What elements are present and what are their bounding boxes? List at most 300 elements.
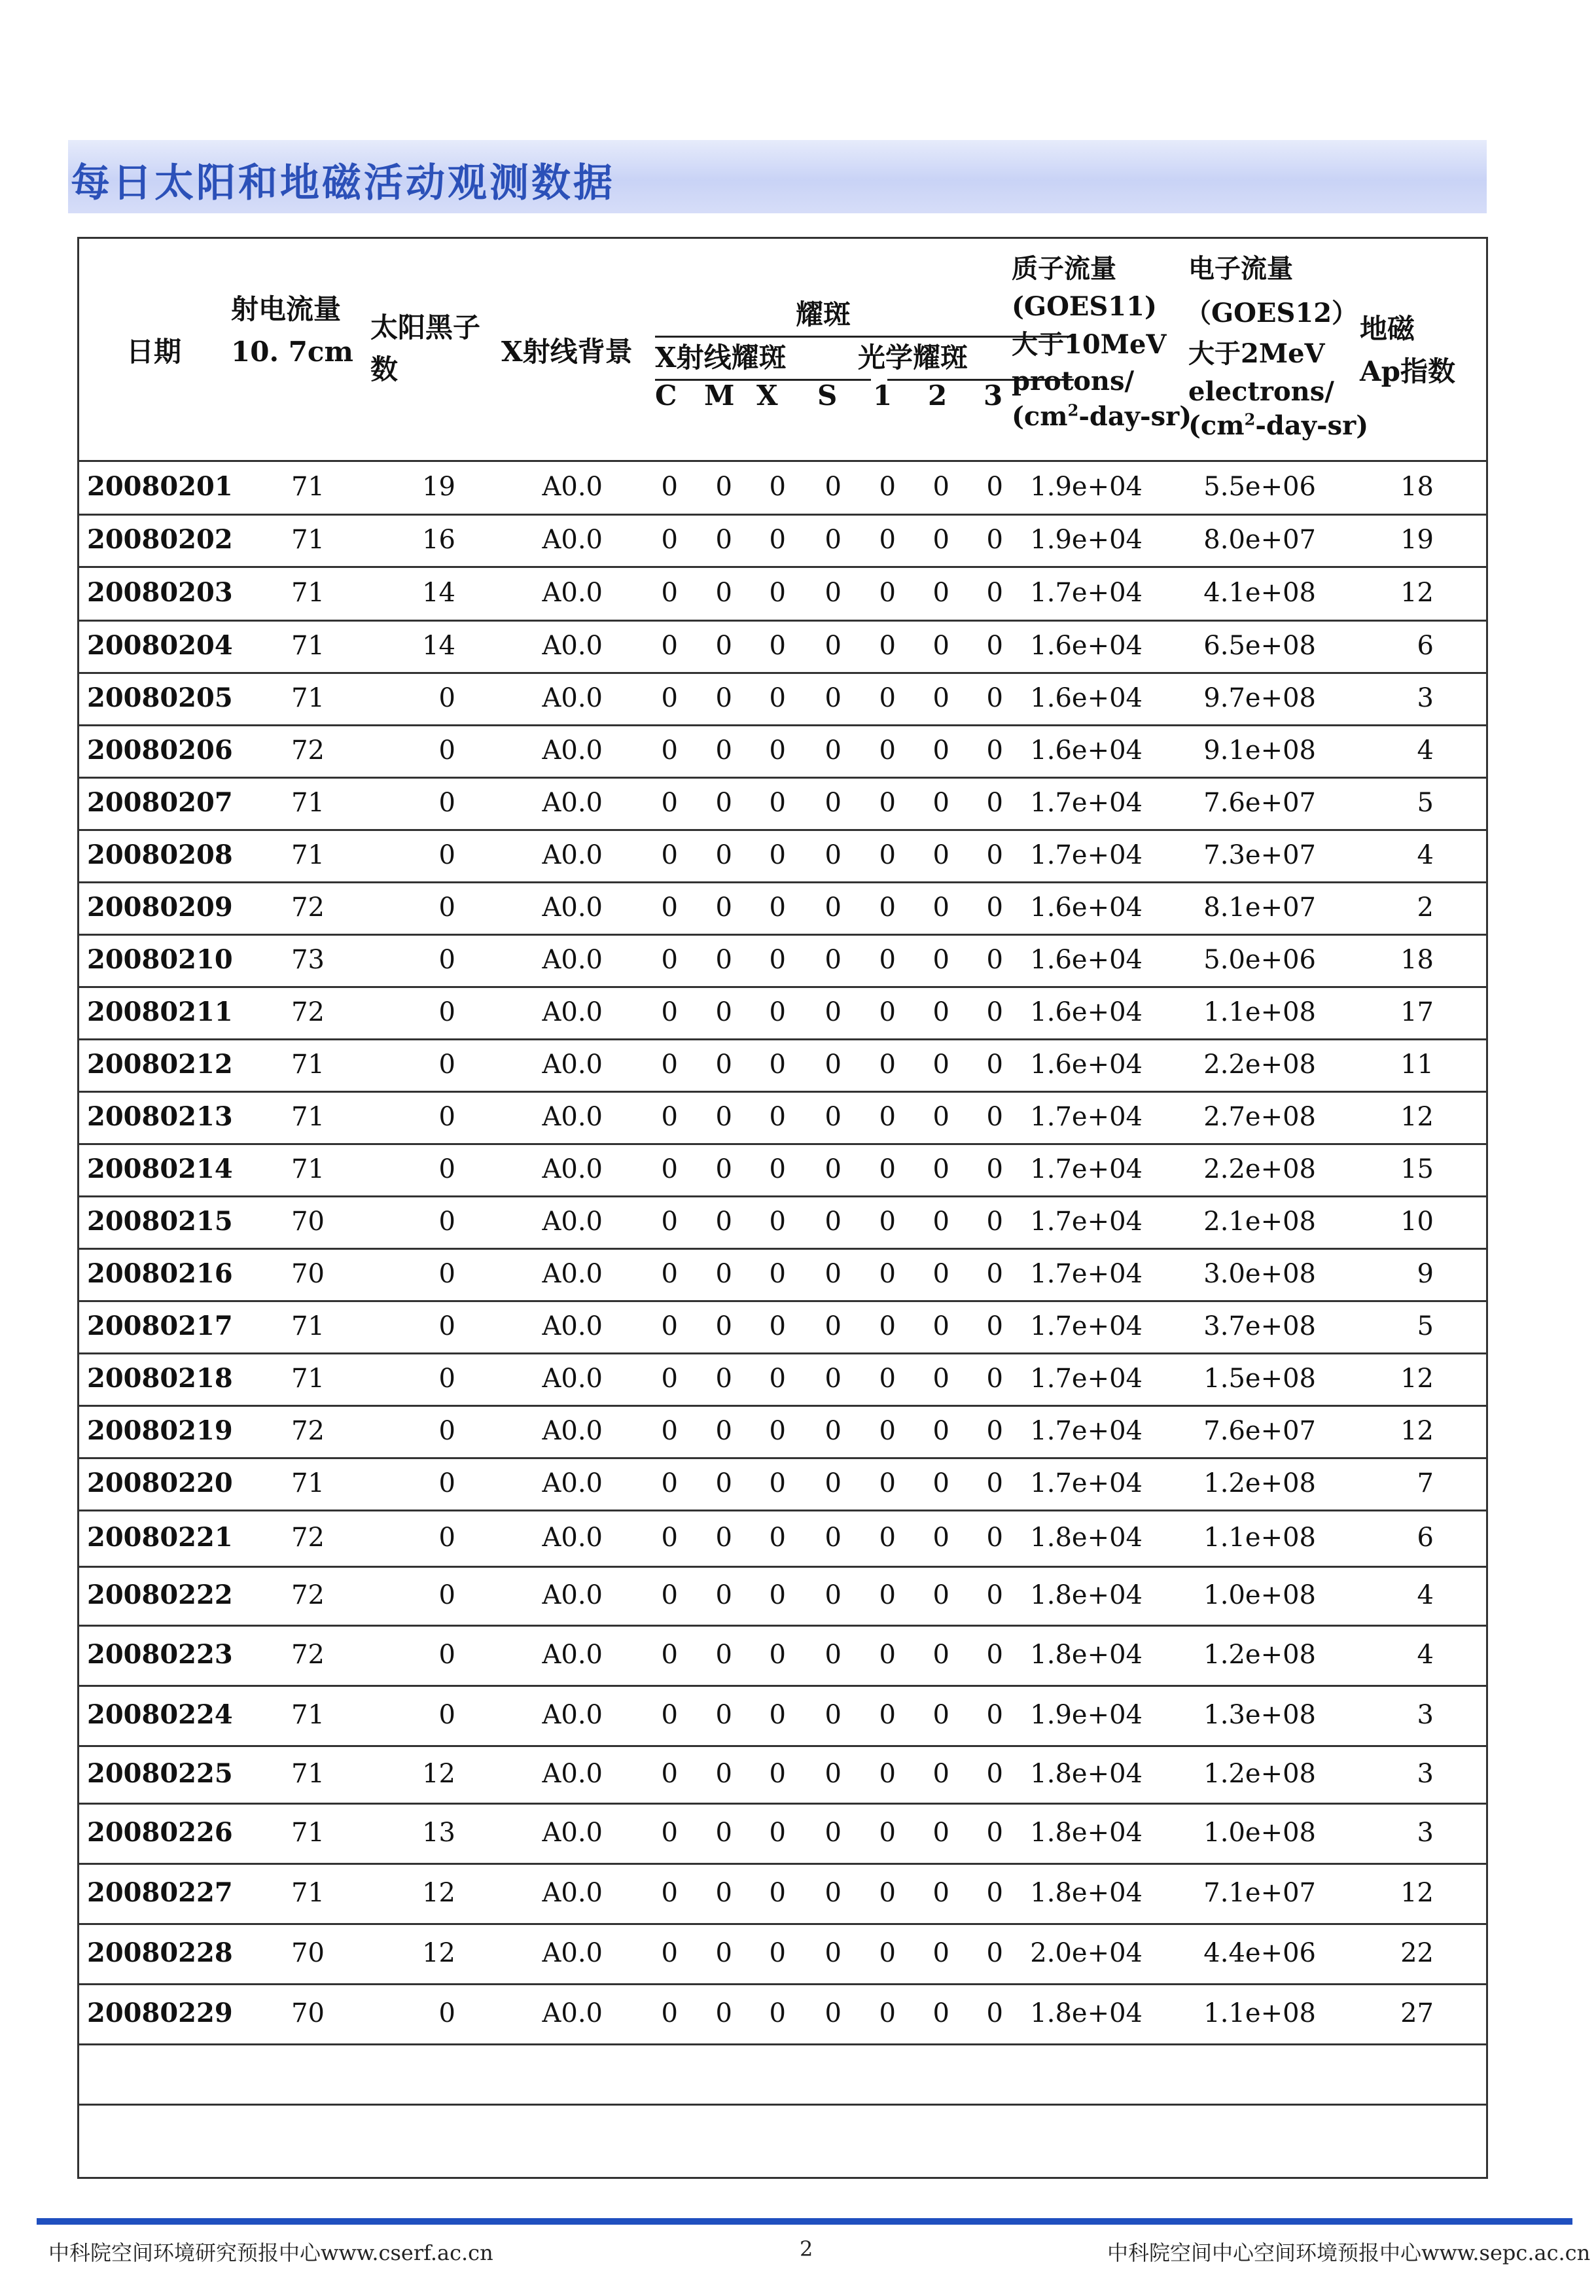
table-cell: 0 [438, 1364, 455, 1394]
table-cell: 0 [879, 631, 896, 661]
table-cell: 0 [879, 1700, 896, 1730]
header-electron-unit: electrons/ [1188, 376, 1334, 407]
table-cell: 7.6e+07 [1203, 1416, 1316, 1446]
flare-underline [655, 336, 1074, 338]
table-cell: 0 [715, 1818, 732, 1848]
table-cell: 0 [825, 1468, 842, 1498]
row-divider [79, 724, 1486, 726]
table-cell: 17 [1400, 997, 1434, 1027]
table-cell: 0 [661, 1640, 678, 1670]
table-cell: 0 [932, 1640, 949, 1670]
table-cell: 72 [291, 892, 325, 923]
row-divider [79, 620, 1486, 622]
table-cell: 0 [661, 578, 678, 608]
table-cell: 1.7e+04 [1030, 1154, 1143, 1184]
table-cell: 1.8e+04 [1030, 1878, 1143, 1908]
row-divider [79, 1038, 1486, 1040]
header-sunspot: 太阳黑子 [370, 311, 481, 344]
table-cell: 72 [291, 735, 325, 766]
date-cell: 20080203 [87, 577, 233, 608]
table-cell: 0 [986, 525, 1003, 555]
table-cell: 0 [661, 735, 678, 766]
table-cell: 0 [769, 472, 786, 502]
table-cell: 0 [661, 1818, 678, 1848]
table-cell: 71 [291, 1700, 325, 1730]
row-divider [79, 1685, 1486, 1687]
date-cell: 20080212 [87, 1049, 233, 1080]
table-cell: A0.0 [542, 1523, 603, 1553]
table-cell: 0 [715, 788, 732, 818]
table-cell: 0 [661, 472, 678, 502]
table-cell: 0 [661, 788, 678, 818]
table-cell: 0 [986, 1878, 1003, 1908]
date-cell: 20080206 [87, 735, 233, 766]
table-cell: 0 [986, 1416, 1003, 1446]
table-cell: 0 [879, 997, 896, 1027]
table-cell: 0 [769, 997, 786, 1027]
table-cell: 71 [291, 683, 325, 713]
table-cell: 72 [291, 1580, 325, 1610]
date-cell: 20080217 [87, 1311, 233, 1341]
table-cell: 1.6e+04 [1030, 631, 1143, 661]
table-cell: 0 [438, 1468, 455, 1498]
row-divider [79, 2043, 1486, 2045]
table-cell: 0 [986, 1102, 1003, 1132]
date-cell: 20080218 [87, 1363, 233, 1394]
table-cell: 4.4e+06 [1203, 1938, 1316, 1968]
table-cell: 0 [986, 1759, 1003, 1789]
table-cell: 0 [825, 1580, 842, 1610]
table-cell: A0.0 [542, 1154, 603, 1184]
table-cell: 0 [932, 1311, 949, 1341]
table-cell: 0 [769, 1311, 786, 1341]
table-cell: 0 [932, 525, 949, 555]
table-cell: 1.9e+04 [1030, 525, 1143, 555]
table-cell: 0 [715, 1759, 732, 1789]
header-electron-unit-2: $(cm^2-day-sr)$ [1188, 410, 1369, 441]
table-cell: 0 [932, 1580, 949, 1610]
table-cell: 5 [1417, 788, 1434, 818]
table-cell: 9 [1417, 1259, 1434, 1289]
table-cell: 0 [879, 840, 896, 870]
table-cell: 0 [986, 1050, 1003, 1080]
table-cell: 0 [715, 1364, 732, 1394]
header-electron-energy: 大于2MeV [1188, 338, 1325, 369]
footer-rule [37, 2218, 1572, 2225]
table-cell: 1.7e+04 [1030, 578, 1143, 608]
row-divider [79, 986, 1486, 988]
table-cell: 71 [291, 1818, 325, 1848]
table-cell: 0 [879, 1311, 896, 1341]
table-cell: 4 [1417, 735, 1434, 766]
table-cell: 0 [825, 1818, 842, 1848]
header-radio-flux-unit: 10. 7cm [231, 336, 353, 368]
table-cell: 71 [291, 525, 325, 555]
table-cell: 0 [769, 1759, 786, 1789]
header-proton-goes: (GOES11) [1012, 291, 1157, 322]
table-cell: 0 [986, 1700, 1003, 1730]
table-cell: 1.8e+04 [1030, 1818, 1143, 1848]
table-cell: 0 [825, 1207, 842, 1237]
date-cell: 20080216 [87, 1258, 233, 1289]
table-cell: 3 [1417, 1700, 1434, 1730]
table-cell: 0 [769, 1640, 786, 1670]
date-cell: 20080213 [87, 1101, 233, 1132]
table-cell: 0 [438, 683, 455, 713]
table-cell: 0 [825, 525, 842, 555]
header-electron-flux: 电子流量 [1188, 253, 1293, 284]
table-cell: 0 [661, 1523, 678, 1553]
table-cell: A0.0 [542, 1640, 603, 1670]
table-cell: 16 [422, 525, 455, 555]
table-cell: 2 [1417, 892, 1434, 923]
table-cell: 0 [879, 892, 896, 923]
table-cell: 0 [715, 1640, 732, 1670]
table-cell: 4.1e+08 [1203, 578, 1316, 608]
header-sub-1: 1 [873, 380, 893, 412]
table-cell: 0 [769, 892, 786, 923]
date-cell: 20080205 [87, 682, 233, 713]
table-cell: 2.7e+08 [1203, 1102, 1316, 1132]
table-cell: 0 [661, 945, 678, 975]
table-cell: 6.5e+08 [1203, 631, 1316, 661]
table-cell: 0 [661, 1580, 678, 1610]
table-cell: 70 [291, 1938, 325, 1968]
table-cell: 0 [769, 1207, 786, 1237]
header-xray-flare: X射线耀斑 [655, 342, 787, 374]
header-flare: 耀斑 [796, 298, 851, 330]
table-cell: 1.7e+04 [1030, 1468, 1143, 1498]
table-cell: 0 [986, 1207, 1003, 1237]
table-cell: 0 [769, 1468, 786, 1498]
table-cell: A0.0 [542, 1878, 603, 1908]
page-number: 2 [800, 2236, 813, 2261]
table-cell: 0 [825, 1878, 842, 1908]
table-cell: 1.8e+04 [1030, 1640, 1143, 1670]
table-cell: 0 [661, 1938, 678, 1968]
table-cell: 1.6e+04 [1030, 997, 1143, 1027]
row-divider [79, 1923, 1486, 1925]
table-cell: 0 [879, 578, 896, 608]
table-cell: 0 [879, 1207, 896, 1237]
table-cell: 71 [291, 1050, 325, 1080]
header-ap: 地磁 [1360, 313, 1415, 345]
table-cell: 0 [932, 578, 949, 608]
table-cell: 0 [932, 840, 949, 870]
table-cell: 0 [715, 1998, 732, 2028]
table-cell: 7.1e+07 [1203, 1878, 1316, 1908]
table-cell: 0 [715, 1878, 732, 1908]
table-cell: 1.9e+04 [1030, 472, 1143, 502]
table-cell: 72 [291, 1523, 325, 1553]
table-cell: 0 [661, 1416, 678, 1446]
table-cell: 9.1e+08 [1203, 735, 1316, 766]
table-cell: 0 [932, 631, 949, 661]
table-cell: 1.2e+08 [1203, 1468, 1316, 1498]
table-cell: 1.7e+04 [1030, 1416, 1143, 1446]
table-cell: A0.0 [542, 735, 603, 766]
row-divider [79, 1625, 1486, 1627]
table-cell: 0 [879, 1416, 896, 1446]
table-cell: 0 [986, 578, 1003, 608]
date-cell: 20080226 [87, 1817, 233, 1848]
table-cell: 0 [661, 1311, 678, 1341]
table-cell: 0 [715, 1207, 732, 1237]
table-cell: A0.0 [542, 1468, 603, 1498]
table-cell: A0.0 [542, 892, 603, 923]
table-cell: 0 [769, 525, 786, 555]
header-sub-s: S [817, 380, 838, 412]
header-optical-flare: 光学耀斑 [858, 342, 968, 374]
table-cell: 0 [825, 1998, 842, 2028]
row-divider [79, 2104, 1486, 2106]
table-cell: 0 [986, 1259, 1003, 1289]
table-cell: 0 [932, 1259, 949, 1289]
table-cell: 0 [986, 1640, 1003, 1670]
table-cell: 0 [825, 892, 842, 923]
table-cell: A0.0 [542, 788, 603, 818]
date-cell: 20080224 [87, 1699, 233, 1730]
table-cell: 6 [1417, 631, 1434, 661]
date-cell: 20080223 [87, 1639, 233, 1670]
table-cell: A0.0 [542, 631, 603, 661]
table-cell: 0 [932, 735, 949, 766]
table-cell: 0 [769, 1700, 786, 1730]
date-cell: 20080211 [87, 997, 233, 1027]
table-cell: 0 [769, 683, 786, 713]
table-cell: 0 [769, 1416, 786, 1446]
footer-right: 中科院空间中心空间环境预报中心www.sepc.ac.cn [1107, 2240, 1591, 2265]
date-cell: 20080227 [87, 1877, 233, 1908]
row-divider [79, 1195, 1486, 1197]
row-divider [79, 566, 1486, 568]
header-radio-flux: 射电流量 [231, 293, 342, 325]
table-cell: 1.2e+08 [1203, 1640, 1316, 1670]
table-cell: 0 [661, 1759, 678, 1789]
table-cell: 0 [715, 472, 732, 502]
date-cell: 20080201 [87, 471, 233, 502]
date-cell: 20080202 [87, 524, 233, 555]
table-cell: 3.7e+08 [1203, 1311, 1316, 1341]
table-cell: 0 [986, 840, 1003, 870]
table-cell: 0 [986, 1818, 1003, 1848]
table-cell: 0 [879, 1364, 896, 1394]
table-cell: 0 [661, 1259, 678, 1289]
table-cell: 0 [715, 631, 732, 661]
date-cell: 20080215 [87, 1206, 233, 1237]
row-divider [79, 672, 1486, 674]
table-cell: 0 [825, 1938, 842, 1968]
table-cell: 7.6e+07 [1203, 788, 1316, 818]
row-divider [79, 934, 1486, 936]
table-cell: 11 [1400, 1050, 1434, 1080]
table-cell: 0 [769, 1154, 786, 1184]
table-cell: 0 [438, 1311, 455, 1341]
table-cell: 0 [986, 1580, 1003, 1610]
table-cell: 0 [825, 1416, 842, 1446]
table-cell: 27 [1400, 1998, 1434, 2028]
table-cell: 0 [769, 1878, 786, 1908]
table-cell: 1.8e+04 [1030, 1759, 1143, 1789]
table-cell: 0 [715, 525, 732, 555]
row-divider [79, 1248, 1486, 1250]
table-cell: 1.7e+04 [1030, 1207, 1143, 1237]
table-cell: 0 [769, 1364, 786, 1394]
table-cell: 0 [769, 945, 786, 975]
table-cell: A0.0 [542, 1580, 603, 1610]
table-cell: 1.6e+04 [1030, 735, 1143, 766]
table-cell: 0 [879, 735, 896, 766]
table-cell: 0 [932, 472, 949, 502]
table-cell: 2.1e+08 [1203, 1207, 1316, 1237]
table-cell: 1.1e+08 [1203, 997, 1316, 1027]
table-cell: 0 [715, 1050, 732, 1080]
date-cell: 20080220 [87, 1468, 233, 1498]
table-cell: 71 [291, 1102, 325, 1132]
footer-left: 中科院空间环境研究预报中心www.cserf.ac.cn [48, 2240, 493, 2265]
date-cell: 20080219 [87, 1415, 233, 1446]
row-divider [79, 1745, 1486, 1747]
table-cell: A0.0 [542, 1050, 603, 1080]
table-cell: 0 [438, 1580, 455, 1610]
table-cell: 0 [661, 1364, 678, 1394]
table-cell: 4 [1417, 840, 1434, 870]
header-xray-bg: X射线背景 [501, 336, 633, 368]
table-cell: 1.7e+04 [1030, 1364, 1143, 1394]
row-divider [79, 1300, 1486, 1302]
table-cell: 0 [715, 1700, 732, 1730]
table-cell: 0 [438, 788, 455, 818]
table-cell: 0 [661, 1468, 678, 1498]
table-cell: 0 [932, 1416, 949, 1446]
data-table [77, 237, 1488, 2179]
date-cell: 20080209 [87, 892, 233, 923]
table-cell: 0 [986, 735, 1003, 766]
table-cell: A0.0 [542, 997, 603, 1027]
table-cell: 0 [769, 735, 786, 766]
table-cell: 0 [438, 892, 455, 923]
header-sub-2: 2 [928, 380, 948, 412]
table-cell: 0 [715, 997, 732, 1027]
table-cell: A0.0 [542, 1102, 603, 1132]
table-cell: 0 [932, 1878, 949, 1908]
table-cell: 1.0e+08 [1203, 1580, 1316, 1610]
table-cell: 0 [986, 1998, 1003, 2028]
table-cell: 1.7e+04 [1030, 788, 1143, 818]
table-cell: 0 [769, 1818, 786, 1848]
table-cell: 0 [932, 1154, 949, 1184]
header-proton-unit: protons/ [1012, 366, 1135, 397]
header-sub-c: C [655, 380, 677, 412]
table-cell: 12 [422, 1878, 455, 1908]
table-cell: 0 [661, 997, 678, 1027]
date-cell: 20080204 [87, 630, 233, 661]
date-cell: 20080225 [87, 1758, 233, 1789]
table-cell: 0 [715, 945, 732, 975]
table-cell: 12 [422, 1759, 455, 1789]
table-cell: A0.0 [542, 1998, 603, 2028]
table-cell: 0 [661, 1154, 678, 1184]
table-cell: 0 [932, 1364, 949, 1394]
table-cell: 12 [1400, 1364, 1434, 1394]
table-cell: 1.8e+04 [1030, 1998, 1143, 2028]
table-cell: 0 [825, 631, 842, 661]
table-cell: 3 [1417, 1759, 1434, 1789]
table-cell: 14 [422, 631, 455, 661]
table-cell: 0 [769, 1998, 786, 2028]
table-cell: 2.2e+08 [1203, 1154, 1316, 1184]
table-cell: 0 [986, 472, 1003, 502]
table-cell: 0 [825, 997, 842, 1027]
table-cell: 0 [879, 472, 896, 502]
table-cell: A0.0 [542, 1364, 603, 1394]
row-divider [79, 1457, 1486, 1459]
table-cell: 0 [661, 1998, 678, 2028]
row-divider [79, 1566, 1486, 1568]
table-cell: 0 [825, 1700, 842, 1730]
table-cell: A0.0 [542, 683, 603, 713]
table-cell: 0 [879, 1523, 896, 1553]
table-cell: 71 [291, 1364, 325, 1394]
table-cell: 71 [291, 1878, 325, 1908]
table-cell: 0 [825, 578, 842, 608]
page-title: 每日太阳和地磁活动观测数据 [71, 160, 615, 206]
table-cell: 0 [825, 1050, 842, 1080]
table-cell: A0.0 [542, 1259, 603, 1289]
table-cell: 4 [1417, 1580, 1434, 1610]
table-cell: 0 [769, 840, 786, 870]
table-cell: 0 [986, 788, 1003, 818]
table-cell: 0 [825, 1523, 842, 1553]
table-cell: 0 [438, 1154, 455, 1184]
table-cell: 5.0e+06 [1203, 945, 1316, 975]
table-cell: 70 [291, 1998, 325, 2028]
table-cell: 0 [879, 1102, 896, 1132]
table-cell: 71 [291, 578, 325, 608]
table-cell: 0 [769, 631, 786, 661]
table-cell: 3.0e+08 [1203, 1259, 1316, 1289]
table-cell: 0 [715, 1311, 732, 1341]
table-cell: 72 [291, 1416, 325, 1446]
table-cell: 0 [879, 1938, 896, 1968]
row-divider [79, 829, 1486, 831]
table-cell: 19 [422, 472, 455, 502]
table-cell: A0.0 [542, 578, 603, 608]
table-cell: 0 [986, 1938, 1003, 1968]
table-cell: 0 [879, 525, 896, 555]
table-cell: 0 [769, 1102, 786, 1132]
date-cell: 20080210 [87, 944, 233, 975]
table-cell: 0 [715, 1416, 732, 1446]
table-cell: 0 [986, 892, 1003, 923]
table-cell: 0 [879, 1998, 896, 2028]
table-cell: 0 [986, 683, 1003, 713]
table-cell: 0 [932, 1207, 949, 1237]
date-cell: 20080207 [87, 787, 233, 818]
table-cell: 0 [438, 840, 455, 870]
row-divider [79, 1405, 1486, 1407]
table-cell: 1.7e+04 [1030, 1259, 1143, 1289]
table-cell: 73 [291, 945, 325, 975]
header-sub-3: 3 [984, 380, 1003, 412]
table-cell: 0 [438, 1998, 455, 2028]
table-cell: 5 [1417, 1311, 1434, 1341]
table-cell: 0 [438, 1523, 455, 1553]
table-cell: 0 [932, 1523, 949, 1553]
table-cell: 1.6e+04 [1030, 945, 1143, 975]
table-cell: 0 [661, 1878, 678, 1908]
table-cell: A0.0 [542, 525, 603, 555]
